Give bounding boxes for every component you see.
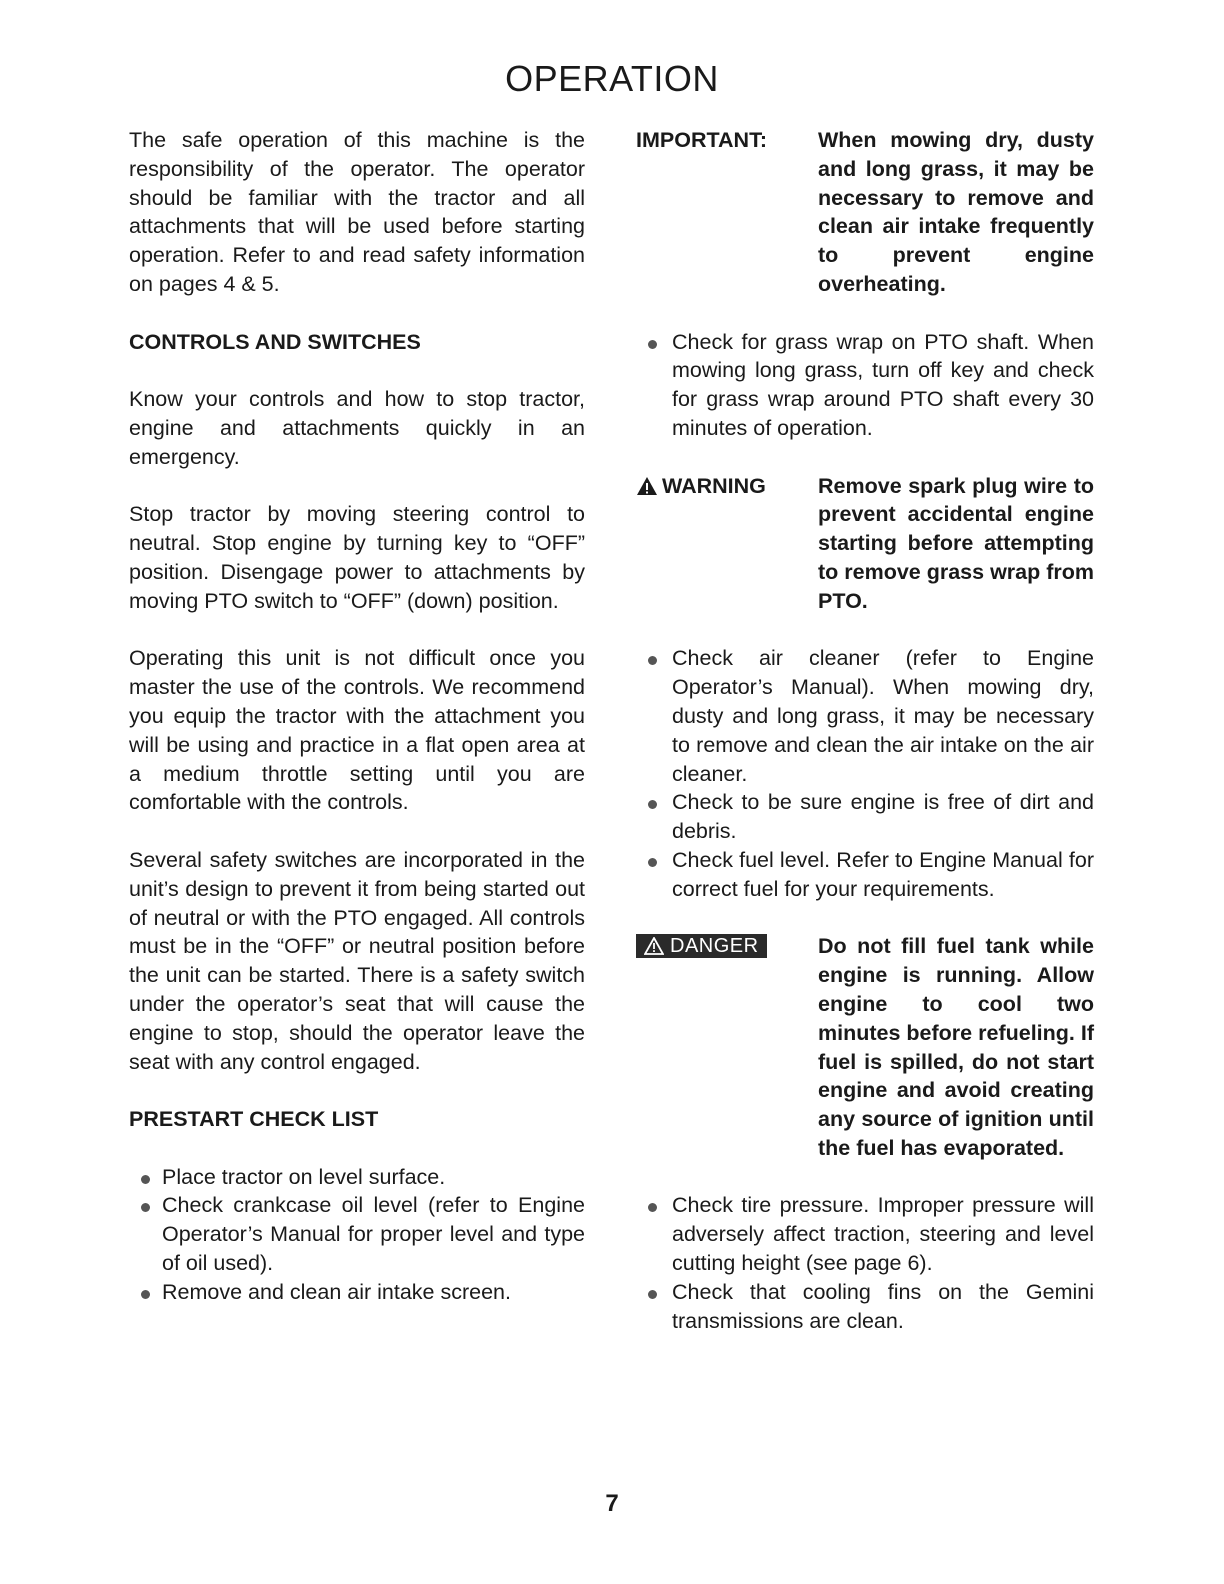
list-item: Check crankcase oil level (refer to Engine Operator’s Manual for proper level and type of oil used). [129,1191,585,1277]
controls-paragraph-3: Operating this unit is not difficult once you master the use of the controls. We recommend you equip the tractor with the attachment you will be using and practice in a flat open area at a medium throttle setting until you are comfortable with the controls. [129,646,585,815]
danger-text: Do not fill fuel tank while engine is running. Allow engine to cool two minutes before refueling. If fuel is spilled, do not start engine and avoid creating any source of ignition until the fuel has evaporated. [818,934,1094,1160]
controls-paragraph-2: Stop tractor by moving steering control to neutral. Stop engine by turning key to “OFF” position. Disengage power to attachments by moving PTO switch to “OFF” (down) position. [129,502,585,613]
danger-notice [636,932,1094,1162]
intro-paragraph: The safe operation of this machine is the responsibility of the operator. The operator should be familiar with the tractor and all attachments that will be used before starting operation. Refer to and read safety information on pages 4 & 5. [129,128,585,296]
important-notice [636,126,1094,299]
controls-paragraph-4: Several safety switches are incorporated in the unit’s design to prevent it from being started out of neutral or with the PTO engaged. All controls must be in the “OFF” or neutral position before the unit can be started. There is a safety switch under the operator’s seat that will cause the engine to stop, should the operator leave the seat with any control engaged. [129,847,585,1074]
list-item: Check to be sure engine is free of dirt and debris. [636,788,1094,846]
list-item: Check for grass wrap on PTO shaft. When mowing long grass, turn off key and check for grass wrap around PTO shaft every 30 minutes of operation. [636,328,1094,443]
important-label: IMPORTANT: [636,128,767,152]
important-text: When mowing dry, dusty and long grass, it may be necessary to remove and clean air intake frequently to prevent engine overheating. [818,128,1094,296]
list-item: Check tire pressure. Improper pressure will adversely affect traction, steering and level cutting height (see page 6). [636,1191,1094,1277]
list-item: Check fuel level. Refer to Engine Manual for correct fuel for your requirements. [636,846,1094,904]
page-number: 7 [605,1490,619,1517]
prestart-list [129,1163,585,1307]
left-column [129,126,585,1335]
danger-badge [636,934,767,958]
prestart-heading: PRESTART CHECK LIST [129,1107,379,1132]
controls-paragraph-1: Know your controls and how to stop tractor, engine and attachments quickly in an emergency. [129,387,585,469]
page-title: OPERATION [505,58,719,99]
list-item: Check air cleaner (refer to Engine Operator’s Manual). When mowing dry, dusty and long grass, it may be necessary to remove and clean the air intake on the air cleaner. [636,644,1094,788]
checklist-a [636,328,1094,443]
controls-heading: CONTROLS AND SWITCHES [129,329,421,354]
list-item: Check that cooling fins on the Gemini transmissions are clean. [636,1278,1094,1336]
checklist-b [636,644,1094,903]
warning-triangle-icon [636,476,658,496]
checklist-c [636,1191,1094,1335]
list-item: Remove and clean air intake screen. [129,1278,585,1307]
list-item: Place tractor on level surface. [129,1163,585,1192]
warning-notice [636,472,1094,616]
warning-label: WARNING [662,473,766,498]
danger-triangle-icon [644,937,664,955]
right-column [636,126,1094,1364]
warning-text: Remove spark plug wire to prevent accidental engine starting before attempting to remove grass wrap from PTO. [818,473,1095,613]
danger-label: DANGER [670,934,759,957]
